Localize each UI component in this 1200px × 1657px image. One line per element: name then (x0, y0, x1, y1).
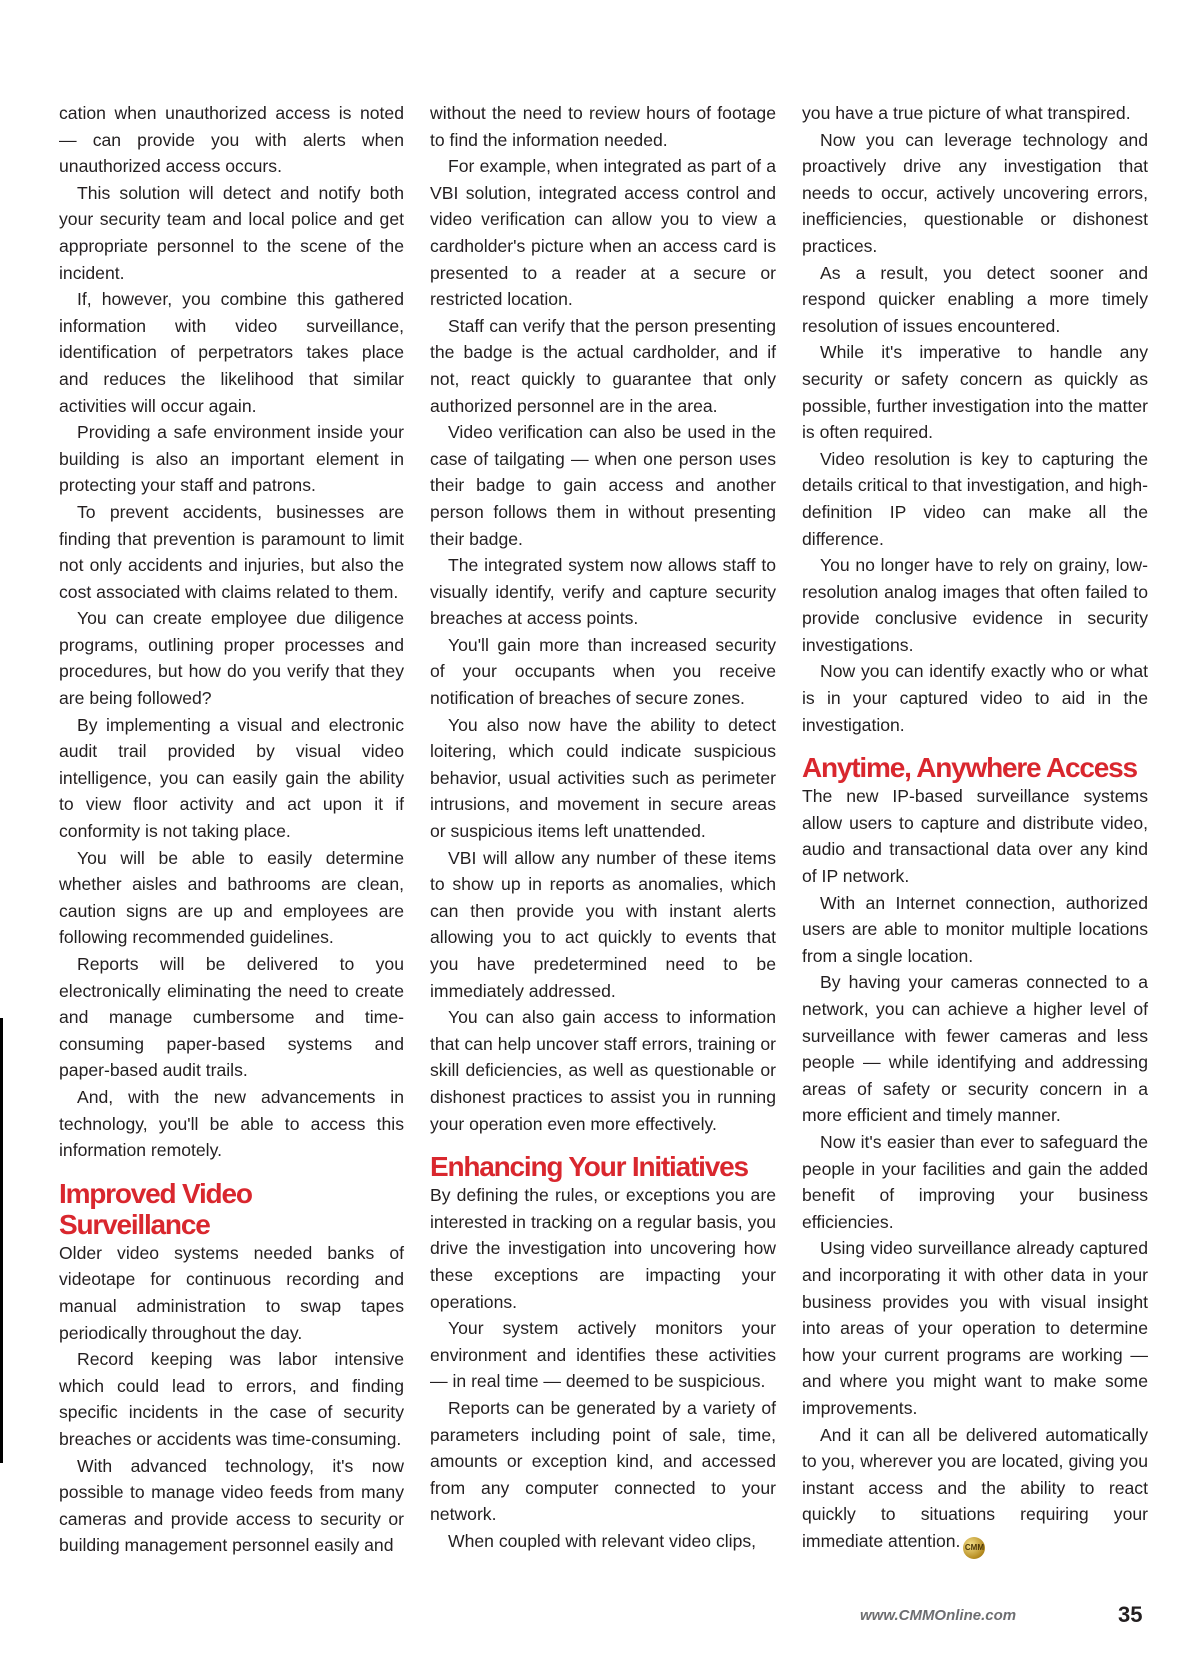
paragraph: Video resolution is key to capturing the details critical to that investigation, and high-definition IP video can make all the difference. (802, 448, 1148, 549)
paragraph: With advanced technology, it's now possible to manage video feeds from many cameras and provide access to security or building management personnel easily and (59, 1455, 404, 1556)
paragraph: While it's imperative to handle any security or safety concern as quickly as possible, further investigation into the matter is often required. (802, 342, 1148, 443)
paragraph: You no longer have to rely on grainy, low-resolution analog images that often failed to provide conclusive evidence in security investigations. (802, 555, 1148, 655)
paragraph: You will be able to easily determine whether aisles and bathrooms are clean, caution signs are up and employees are following recommended guidelines. (59, 847, 404, 948)
paragraph: Staff can verify that the person presenting the badge is the actual cardholder, and if not, react quickly to guarantee that only authorized personnel are in the area. (430, 315, 776, 416)
paragraph: Reports will be delivered to you electronically eliminating the need to create and manage cumbersome and time-consuming paper-based systems and paper-based audit trails. (59, 954, 404, 1081)
paragraph: You can also gain access to information that can help uncover staff errors, training or skill deficiencies, as well as questionable or dishonest practices to assist you in running your operation even more effectively. (430, 1007, 776, 1134)
article-column-3 (802, 100, 1148, 1559)
paragraph: This solution will detect and notify both your security team and local police and get appropriate personnel to the scene of the incident. (59, 182, 404, 283)
paragraph-text: And it can all be delivered automatically to you, wherever you are located, giving you instant access and the ability to react quickly to situations requiring your immediate attention. (802, 1424, 1148, 1551)
footer-website-url: www.CMMOnline.com (860, 1607, 1017, 1624)
paragraph: you have a true picture of what transpired. (802, 103, 1131, 123)
heading-line-1: Improved Video (59, 1177, 252, 1209)
cmm-end-mark-icon: CMM (963, 1537, 985, 1559)
paragraph: without the need to review hours of footage to find the information needed. (430, 103, 776, 150)
paragraph: By implementing a visual and electronic audit trail provided by visual video intelligence, you can easily gain the ability to view floor activity and act upon it if conformity is not taking place. (59, 714, 404, 842)
paragraph: Now you can leverage technology and proactively drive any investigation that needs to occur, actively uncovering errors, inefficiencies, questionable or dishonest practices. (802, 129, 1148, 256)
paragraph: And, with the new advancements in technology, you'll be able to access this information remotely. (59, 1086, 404, 1161)
section-heading-enhancing-your-initiatives: Enhancing Your Initiatives (430, 1151, 748, 1183)
paragraph (802, 1422, 1148, 1559)
section-heading-improved-video-surveillance (59, 1178, 404, 1240)
paragraph: As a result, you detect sooner and respond quicker enabling a more timely resolution of issues encountered. (802, 262, 1148, 336)
paragraph: By defining the rules, or exceptions you are interested in tracking on a regular basis, you drive the investigation into uncovering how these exceptions are impacting your operations. (430, 1185, 776, 1312)
heading-line-2: Surveillance (59, 1208, 210, 1240)
left-margin-rule (0, 1018, 3, 1463)
paragraph: cation when unauthorized access is noted — can provide you with alerts when unauthorized access occurs. (59, 103, 404, 177)
paragraph: If, however, you combine this gathered information with video surveillance, identification of perpetrators takes place and reduces the likelihood that similar activities will occur again. (59, 289, 404, 416)
article-column-1 (59, 100, 404, 1559)
paragraph: Using video surveillance already captured and incorporating it with other data in your business provides you with visual insight into areas of your operation to determine how your current programs are working — and where you might want to make some improvements. (802, 1238, 1148, 1418)
paragraph: Providing a safe environment inside your building is also an important element in protecting your staff and patrons. (59, 422, 404, 496)
paragraph: Record keeping was labor intensive which could lead to errors, and finding specific incidents in the case of security breaches or accidents was time-consuming. (59, 1349, 404, 1449)
paragraph: When coupled with relevant video clips, (448, 1530, 757, 1551)
paragraph: Now it's easier than ever to safeguard the people in your facilities and gain the added benefit of improving your business efficiencies. (802, 1131, 1148, 1232)
section-heading-anytime-anywhere-access: Anytime, Anywhere Access (802, 752, 1137, 784)
paragraph: You'll gain more than increased security of your occupants when you receive notification of breaches of secure zones. (430, 634, 776, 709)
paragraph: To prevent accidents, businesses are finding that prevention is paramount to limit not only accidents and injuries, but also the cost associated with claims related to them. (59, 501, 404, 602)
page-number: 35 (1118, 1602, 1143, 1627)
paragraph: Video verification can also be used in the case of tailgating — when one person uses their badge to gain access and another person follows them in without presenting their badge. (430, 422, 776, 549)
paragraph: Older video systems needed banks of videotape for continuous recording and manual administration to swap tapes periodically throughout the day. (59, 1242, 404, 1343)
paragraph: You can create employee due diligence programs, outlining proper processes and procedures, but how do you verify that they are being followed? (59, 608, 404, 709)
paragraph: For example, when integrated as part of a VBI solution, integrated access control and video verification can allow you to view a cardholder's picture when an access card is presented to a reader at a secure or restricted location. (430, 156, 776, 310)
paragraph: The integrated system now allows staff to visually identify, verify and capture security breaches at access points. (430, 555, 776, 629)
paragraph: You also now have the ability to detect loitering, which could indicate suspicious behavior, usual activities such as perimeter intrusions, and movement in secure areas or suspicious items left unattended. (430, 714, 776, 842)
paragraph: With an Internet connection, authorized users are able to monitor multiple locations from a single location. (802, 892, 1148, 966)
paragraph: The new IP-based surveillance systems allow users to capture and distribute video, audio and transactional data over any kind of IP network. (802, 786, 1148, 887)
article-column-2 (430, 100, 776, 1554)
paragraph: Reports can be generated by a variety of parameters including point of sale, time, amounts or exception kind, and accessed from any computer connected to your network. (430, 1397, 776, 1525)
paragraph: VBI will allow any number of these items to show up in reports as anomalies, which can then provide you with instant alerts allowing you to act quickly to events that you have predetermined need to be immediately addressed. (430, 847, 776, 1001)
paragraph: Now you can identify exactly who or what is in your captured video to aid in the investigation. (802, 661, 1148, 735)
paragraph: By having your cameras connected to a network, you can achieve a higher level of surveillance with fewer cameras and less people — while identifying and addressing areas of safety or security concern in a more efficient and timely manner. (802, 972, 1148, 1126)
paragraph: Your system actively monitors your environment and identifies these activities — in real time — deemed to be suspicious. (430, 1318, 776, 1392)
